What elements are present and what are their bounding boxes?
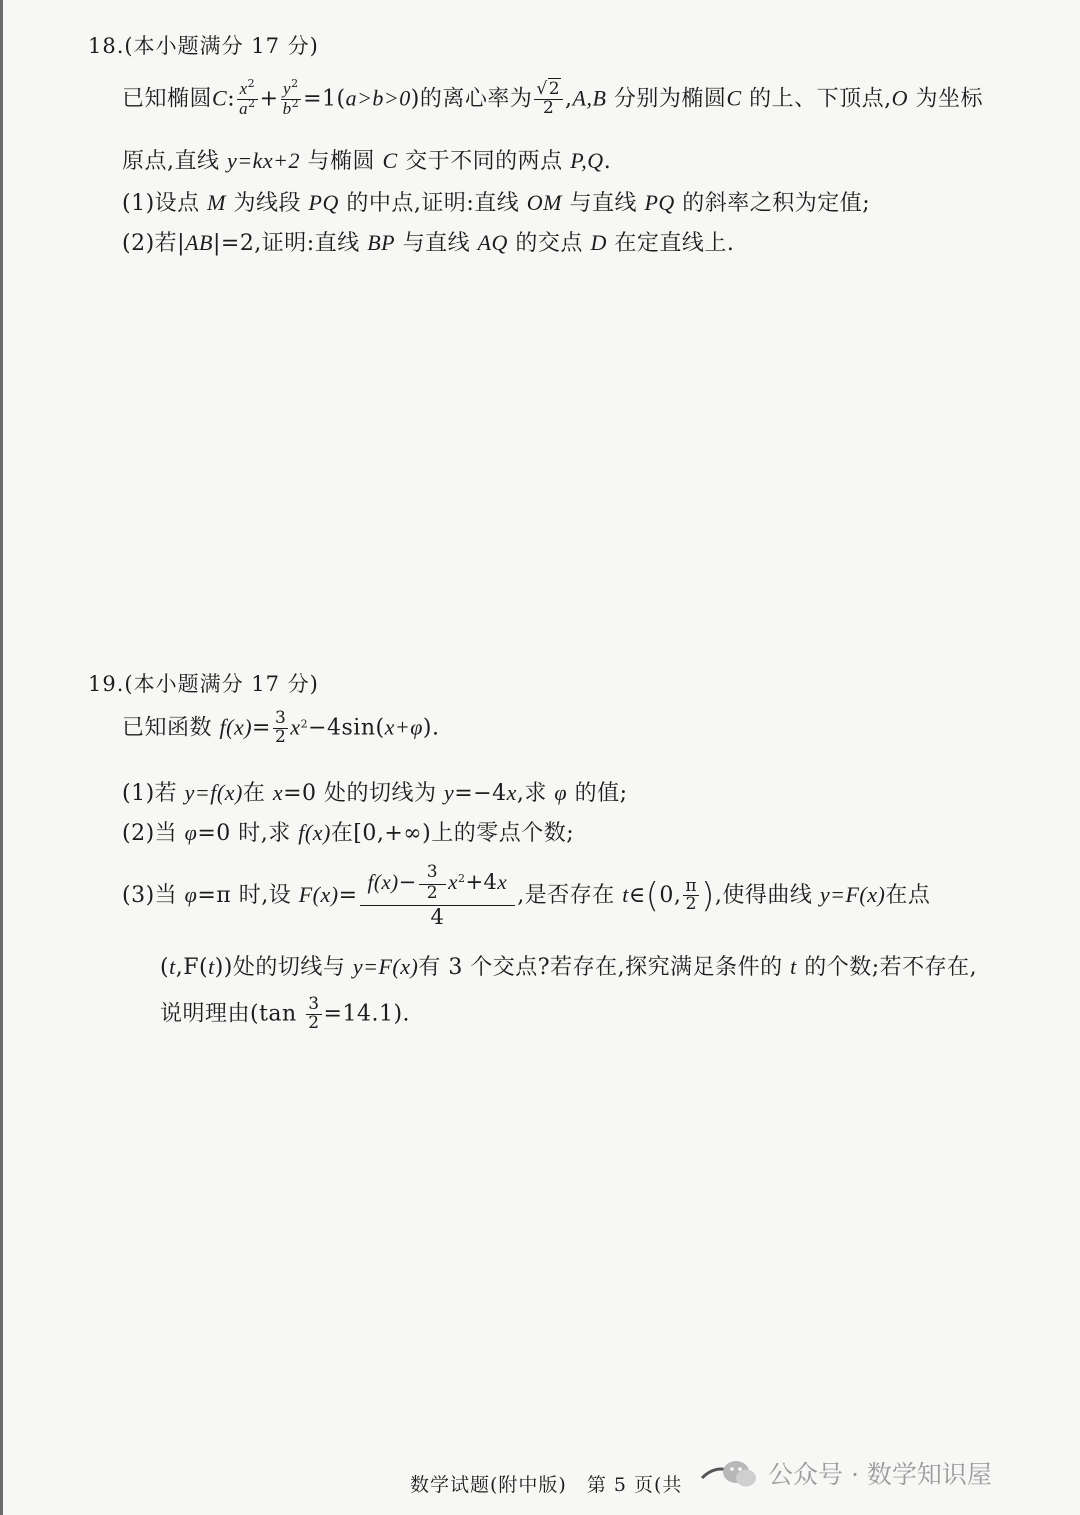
- q18-stem-line2: 原点,直线 y=kx+2 与椭圆 C 交于不同的两点 P,Q.: [122, 148, 612, 174]
- fraction-3-over-2-inner: $\frac{3}{2}$: [419, 864, 446, 903]
- q19-heading: 19.(本小题满分 17 分): [88, 672, 319, 696]
- watermark: [700, 1455, 992, 1491]
- q19-part3-line2: (t,F(t))处的切线与 y=F(x)有 3 个交点?若存在,探究满足条件的 t 的个数;若不存在,: [160, 954, 978, 980]
- wechat-logo-icon: [700, 1456, 758, 1490]
- q19-part2: (2)当 φ=0 时,求 f(x)在[0,+∞)上的零点个数;: [122, 820, 575, 846]
- q18-part2: (2)若|AB|=2,证明:直线 BP 与直线 AQ 的交点 D 在定直线上.: [122, 230, 735, 256]
- fraction-x2-over-a2: $\frac{x^2}{a^2}$: [239, 77, 256, 118]
- q19-part3-line3: 说明理由(tan $\frac{3}{2}$ =14.1).: [160, 994, 411, 1033]
- q18-heading: 18.(本小题满分 17 分): [88, 34, 319, 58]
- q18-part1: (1)设点 M 为线段 PQ 的中点,证明:直线 OM 与直线 PQ 的斜率之积为定值;: [122, 190, 871, 216]
- q19-part3-line1: (3)当 φ=π 时,设 F(x)= f(x)− $\frac{3}{2}$ $x^2+4x$ 4 ,是否存在 t∈(0, $\frac{\pi}{2}$ ),使得曲线 y=F(x)在点: [122, 862, 931, 929]
- fraction-sqrt2-over-2: $\frac{√2}{2}$: [534, 81, 563, 118]
- fraction-3-over-2: $\frac{3}{2}$: [274, 708, 287, 747]
- page-footer: 数学试题(附中版) 第 5 页(共: [410, 1474, 683, 1496]
- q19-stem: 已知函数 f(x)= $\frac{3}{2}$ $x^2-4\sin(x+\varphi)$.: [122, 708, 440, 747]
- q19-part1: (1)若 y=f(x)在 x=0 处的切线为 y=−4x,求 φ 的值;: [122, 780, 628, 806]
- fraction-F-definition: f(x)− $\frac{3}{2}$ $x^2+4x$ 4: [360, 864, 516, 928]
- q18-stem-line1: 已知椭圆C: $\frac{x^2}{a^2}$ + $\frac{y^2}{b^2}$ =1(a>b>0)的离心率为 $\frac{√2}{2}$ ,A,B 分别为椭圆C 的上、下顶点,O 为坐标: [122, 77, 984, 118]
- fraction-pi-over-2: $\frac{\pi}{2}$: [685, 875, 698, 915]
- fraction-3-over-2-tan: $\frac{3}{2}$: [308, 994, 320, 1033]
- fraction-y2-over-b2: $\frac{y^2}{b^2}$: [282, 77, 300, 118]
- watermark-text: 公众号 · 数学知识屋: [768, 1460, 992, 1489]
